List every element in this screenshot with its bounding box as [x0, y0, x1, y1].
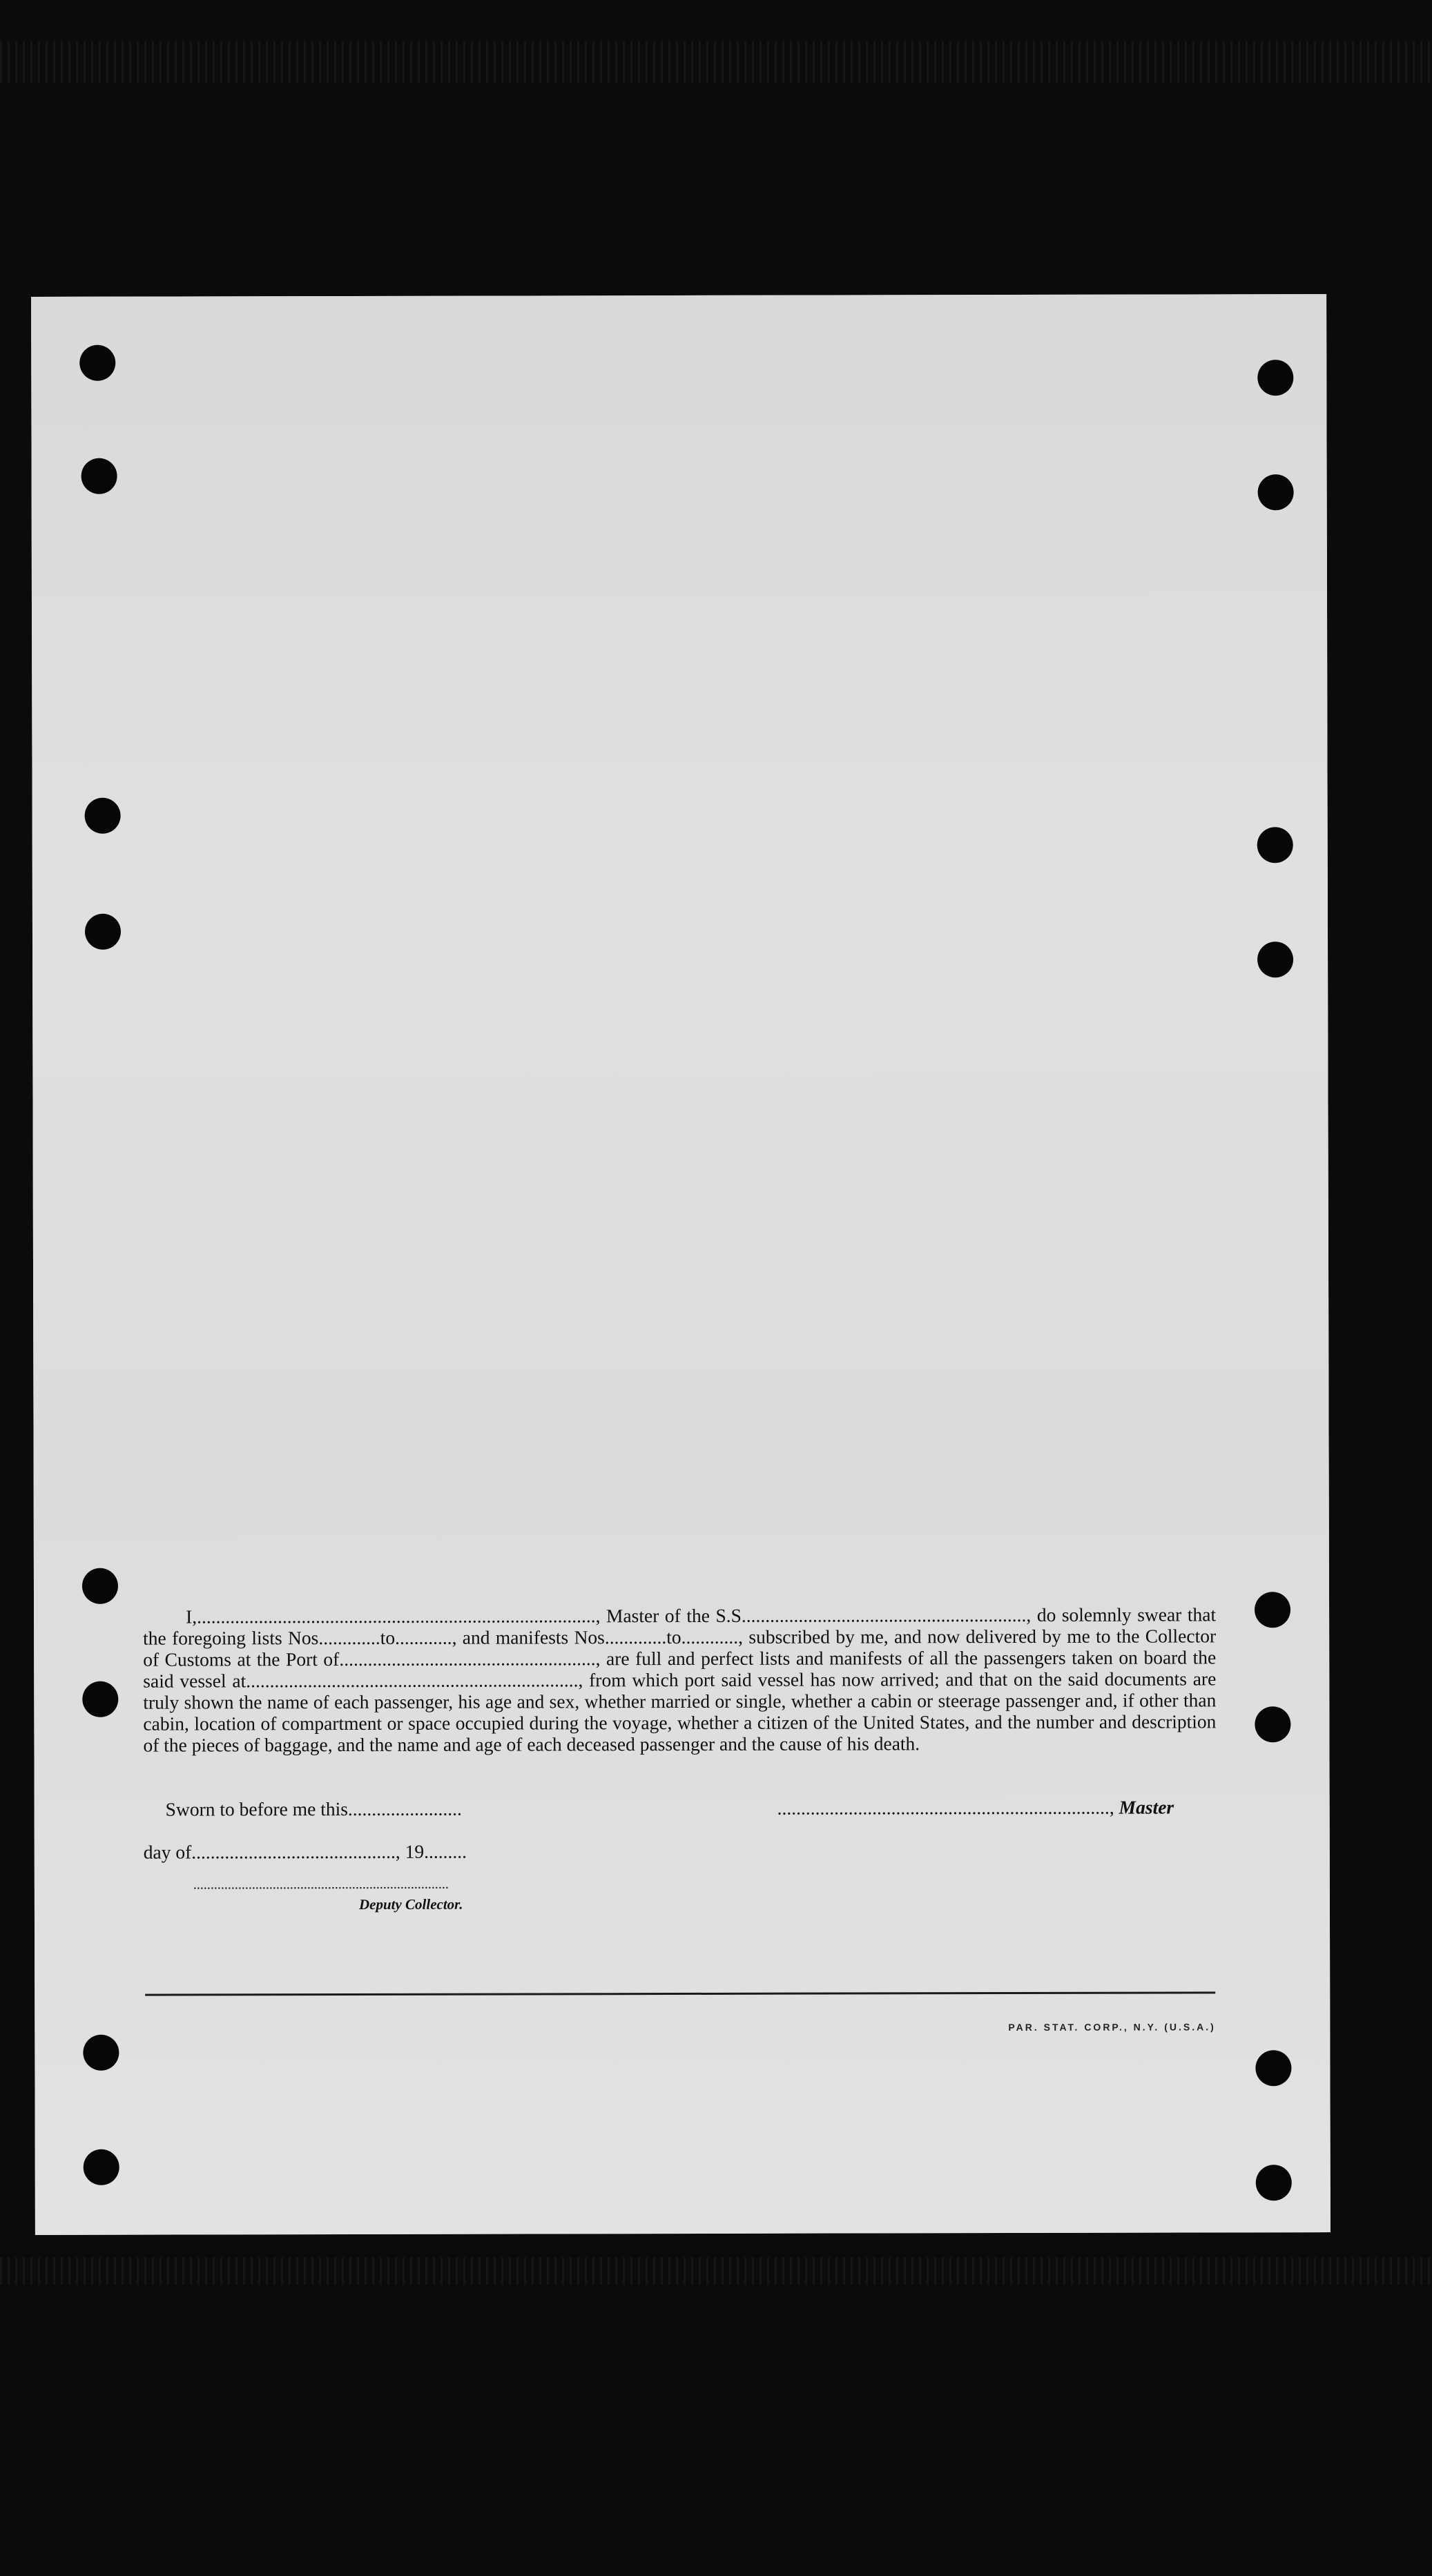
day-line [144, 1841, 467, 1864]
punch-hole [1255, 2050, 1291, 2086]
deputy-signature-blank: .......................................................................... [193, 1876, 449, 1893]
master-oath-paragraph [143, 1603, 1216, 1755]
master-signature-blank: ......................................................................, [777, 1796, 1114, 1819]
punch-hole [1255, 1592, 1290, 1628]
master-label: Master [1119, 1796, 1174, 1818]
year-blank: ......... [424, 1840, 467, 1862]
day-label: day of [143, 1841, 192, 1863]
master-signature-line [777, 1797, 1174, 1819]
manifest-sheet [31, 294, 1331, 2235]
punch-hole [85, 798, 121, 834]
punch-hole [82, 1568, 118, 1604]
day-blank: ..........................................., [191, 1840, 400, 1863]
punch-hole [79, 345, 115, 381]
footer-rule [145, 1991, 1215, 1996]
punch-hole [1257, 360, 1293, 396]
punch-hole [82, 1681, 118, 1717]
punch-hole [1255, 1706, 1290, 1742]
scanner-noise-bottom [0, 2257, 1432, 2285]
punch-hole [85, 914, 121, 950]
printer-imprint: PAR. STAT. CORP., N.Y. (U.S.A.) [1008, 2021, 1216, 2033]
oath-text: I,...................................................................................., Master of the S.S............................................................, do solemnly swear that the foregoing lists Nos.............to............, and manifests Nos.............to............, subscribed by me, and now delivered by me to the Collector of Customs at the Port of......................................................, are full and perfect lists and manifests of all the passengers taken on board the said vessel at......................................................................, from which port said vessel has now arrived; and that on the said documents are truly shown the name of each passenger, his age and sex, whether married or single, whether a cabin or steerage passenger and, if other than cabin, location of compartment or space occupied during the voyage, whether a citizen of the United States, and the number and description of the pieces of baggage, and the name and age of each deceased passenger and the cause of his death. [143, 1603, 1217, 1756]
scanner-noise-top [0, 41, 1432, 83]
punch-hole [1258, 474, 1294, 510]
punch-hole [81, 458, 117, 494]
punch-hole [1256, 2165, 1292, 2201]
deputy-collector-label: Deputy Collector. [358, 1895, 463, 1913]
punch-hole [1257, 827, 1293, 863]
punch-hole [1257, 941, 1293, 977]
sworn-label: Sworn to before me this [165, 1798, 348, 1820]
sworn-line [166, 1798, 462, 1821]
sworn-date-blank: ........................ [347, 1797, 462, 1820]
punch-hole [84, 2149, 119, 2185]
punch-hole [83, 2035, 119, 2071]
year-label: 19 [405, 1840, 425, 1862]
